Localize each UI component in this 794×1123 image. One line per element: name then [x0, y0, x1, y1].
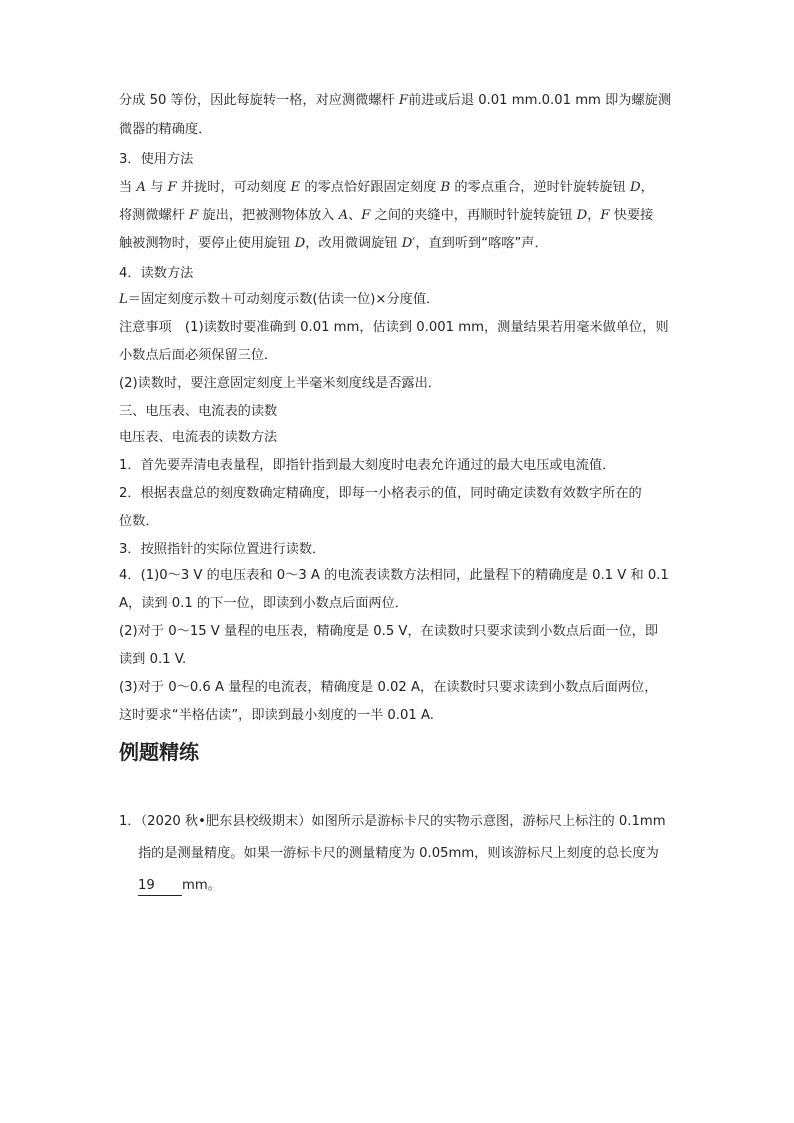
- text-line-l23: [119, 702, 679, 730]
- text-run: (2)读数时，要注意固定刻度上半毫米刻度线是否露出．: [119, 376, 441, 391]
- text-line-l15: [119, 480, 679, 508]
- math-symbol: F: [398, 93, 409, 108]
- text-run: ＝固定刻度示数＋可动刻度示数(估读一位)×分度值．: [127, 292, 440, 307]
- text-line-l21: [119, 646, 679, 674]
- text-line-l18: [119, 562, 679, 590]
- text-run: 1．首先要弄清电表量程，即指针指到最大刻度时电表允许通过的最大电压或电流值．: [119, 458, 616, 473]
- text-run: ，: [640, 180, 654, 195]
- text-run: ，直到听到“喀喀”声．: [415, 236, 548, 251]
- math-symbol: E: [290, 180, 301, 195]
- text-line-l7: [119, 260, 679, 288]
- text-run: 之间的夹缝中，再顺时针旋转旋钮: [370, 208, 577, 223]
- text-line-l2: [119, 116, 679, 144]
- text-run: 的零点重合，逆时针旋转旋钮: [450, 180, 630, 195]
- text-line-l5: [119, 202, 679, 230]
- answer-unit: mm。: [182, 878, 221, 893]
- text-run: 电压表、电流表的读数方法: [119, 430, 278, 445]
- text-run: 并拢时，可动刻度: [176, 180, 291, 195]
- text-line-l17: [119, 536, 679, 564]
- text-run: (3)对于 0～0.6 A 量程的电流表，精确度是 0.02 A，在读数时只要求读到小数点后面两位，: [119, 680, 658, 695]
- text-run: 4．读数方法: [119, 266, 194, 281]
- math-symbol: B: [440, 180, 451, 195]
- text-run: 注意事项 (1)读数时要准确到 0.01 mm，估读到 0.001 mm，测量结果若用毫米做单位，则: [119, 320, 669, 335]
- math-symbol: A: [338, 208, 349, 223]
- text-run: 这时要求“半格估读”，即读到最小刻度的一半 0.01 A.: [119, 708, 434, 723]
- text-line-l19: [119, 590, 679, 618]
- answer-value: 19: [138, 878, 155, 893]
- text-run: 快要接: [609, 208, 654, 223]
- math-symbol: L: [119, 292, 128, 307]
- text-run: 微器的精确度．: [119, 122, 212, 137]
- text-line-l12: [119, 398, 679, 426]
- math-symbol: F: [167, 180, 177, 195]
- text-run: 小数点后面必须保留三位．: [119, 348, 278, 363]
- text-line-l9: [119, 314, 679, 342]
- text-run: (2)对于 0～15 V 量程的电压表，精确度是 0.5 V，在读数时只要求读到小数点后面一位，即: [119, 624, 659, 639]
- text-line-l13: [119, 424, 679, 452]
- question-line-1: 1．（2020 秋•肥东县校级期末）如图所示是游标卡尺的实物示意图，游标尺上标注的 0.1mm: [119, 814, 666, 829]
- text-run: ，: [587, 208, 601, 223]
- math-symbol: F: [189, 208, 199, 223]
- text-run: 3．使用方法: [119, 152, 194, 167]
- text-run: 分成 50 等份，因此每旋转一格，对应测微螺杆: [119, 93, 399, 108]
- text-run: 读到 0.1 V.: [119, 652, 187, 667]
- answer-blank: [138, 877, 182, 896]
- text-line-l16: [119, 508, 679, 536]
- text-run: 三、电压表、电流表的读数: [119, 404, 278, 419]
- text-line-l14: [119, 452, 679, 480]
- section-title: 例题精练: [119, 740, 199, 764]
- text-run: 位数．: [119, 514, 159, 529]
- math-symbol: A: [136, 180, 146, 195]
- text-run: 3．按照指针的实际位置进行读数．: [119, 542, 326, 557]
- text-line-l6: [119, 230, 679, 258]
- text-run: 4．(1)0～3 V 的电压表和 0～3 A 的电流表读数方法相同，此量程下的精确度是 0.1 V 和 0.1: [119, 568, 669, 583]
- question-answer-line: [138, 872, 221, 900]
- text-run: 、: [348, 208, 362, 223]
- text-line-l22: [119, 674, 679, 702]
- text-run: 当: [119, 180, 137, 195]
- text-run: 的零点恰好跟固定刻度: [300, 180, 441, 195]
- text-line-l1: [119, 87, 679, 115]
- text-line-l11: [119, 370, 679, 398]
- text-run: 将测微螺杆: [119, 208, 190, 223]
- text-line-l20: [119, 618, 679, 646]
- text-line-l4: [119, 174, 679, 202]
- math-symbol: D: [576, 208, 588, 223]
- math-symbol: F: [361, 208, 371, 223]
- question-line-2: 指的是测量精度。如果一游标卡尺的测量精度为 0.05mm，则该游标尺上刻度的总长度为: [138, 846, 659, 861]
- math-symbol: D: [629, 180, 641, 195]
- text-run: 前进或后退 0.01 mm.0.01 mm 即为螺旋测: [408, 93, 672, 108]
- text-line-l10: [119, 342, 679, 370]
- math-symbol: D: [294, 236, 306, 251]
- text-run: ，改用微调旋钮: [305, 236, 402, 251]
- math-symbol: F: [600, 208, 610, 223]
- text-run: 触被测物时，要停止使用旋钮: [119, 236, 295, 251]
- math-symbol: D′: [401, 236, 416, 251]
- text-run: 旋出，把被测物体放入: [198, 208, 339, 223]
- text-run: 与: [145, 180, 168, 195]
- text-run: A，读到 0.1 的下一位，即读到小数点后面两位．: [119, 596, 408, 611]
- text-line-l8: [119, 286, 679, 314]
- text-line-l3: [119, 146, 679, 174]
- text-run: 2．根据表盘总的刻度数确定精确度，即每一小格表示的值，同时确定读数有效数字所在的: [119, 486, 642, 501]
